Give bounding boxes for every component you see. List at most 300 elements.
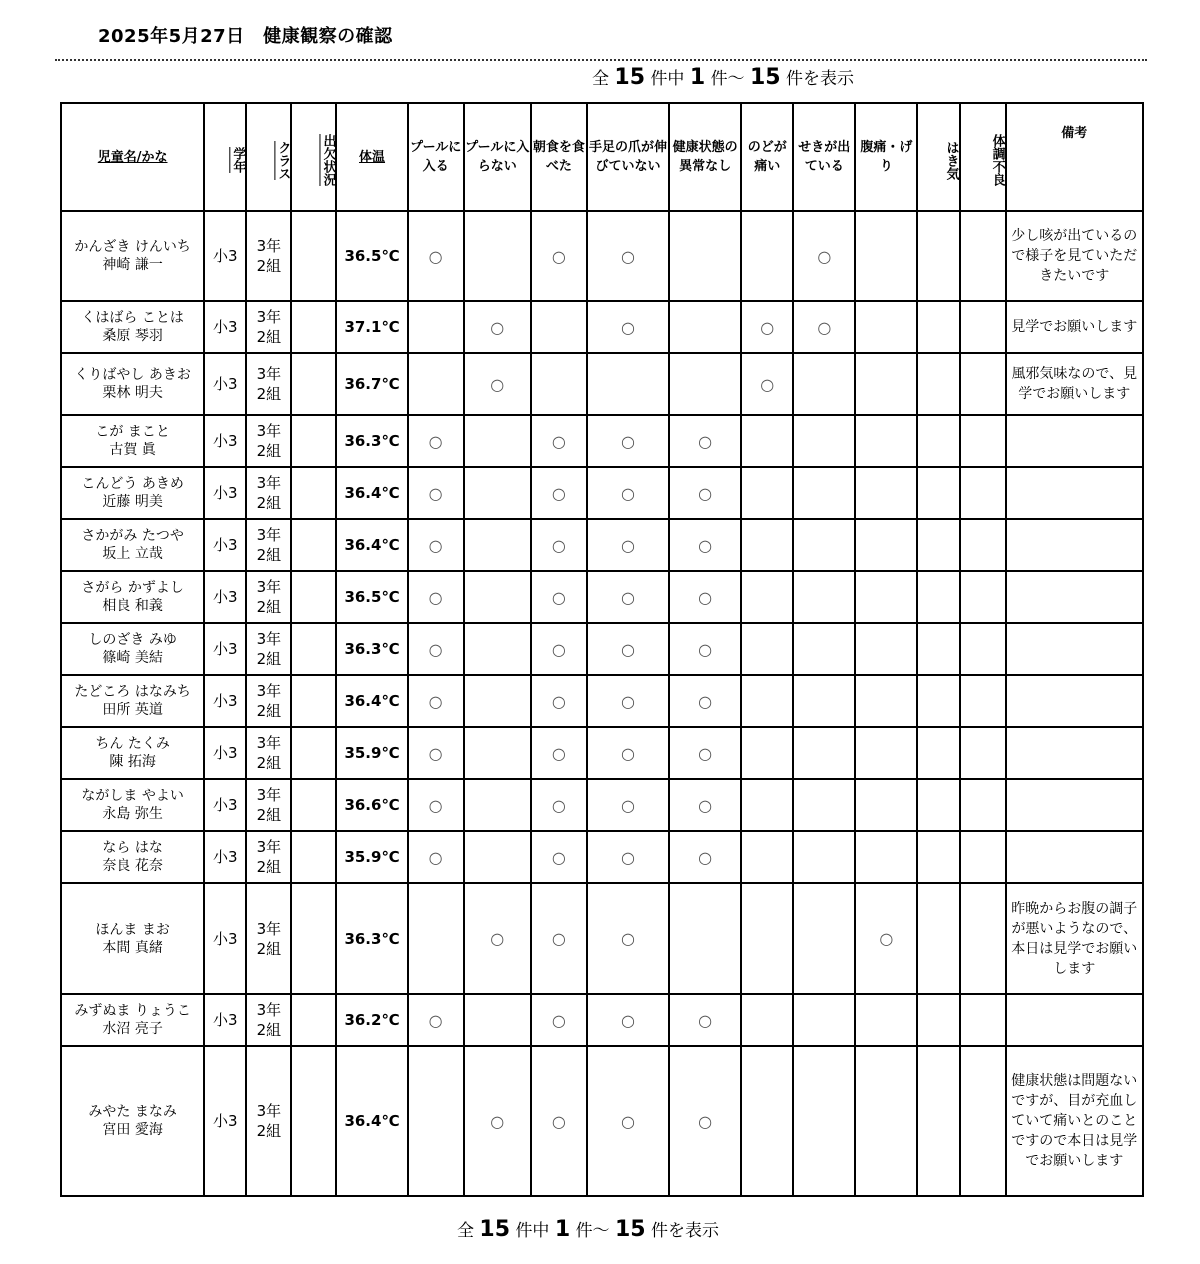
unwell-cell [960, 1046, 1006, 1196]
breakfast-cell [531, 727, 587, 779]
check-mark-icon: ○ [551, 929, 566, 948]
class-group: 2組 [256, 598, 282, 616]
temperature-cell: 36.4℃ [336, 519, 407, 571]
class-group: 2組 [256, 858, 282, 876]
temperature-cell: 36.2℃ [336, 994, 407, 1046]
student-name-cell [61, 623, 204, 675]
remarks-cell [1006, 353, 1143, 415]
check-mark-icon: ○ [620, 535, 635, 555]
check-mark-icon: ○ [428, 639, 443, 659]
student-name: 篠崎 美結 [102, 650, 163, 666]
check-mark-icon: ○ [698, 847, 713, 867]
student-kana: みやた まなみ [88, 1104, 177, 1120]
student-kana: なら はな [102, 840, 163, 856]
attendance-cell [291, 675, 336, 727]
nails-cell [587, 675, 669, 727]
student-kana: くはばら ことは [81, 310, 184, 326]
table-row [61, 467, 1143, 519]
student-name-cell [61, 353, 204, 415]
class-year: 3年 [256, 526, 282, 544]
breakfast-cell [531, 571, 587, 623]
counter-mid: 件中 [650, 69, 685, 89]
student-kana: みずぬま りょうこ [74, 1003, 191, 1019]
check-mark-icon: ○ [698, 795, 713, 815]
attendance-cell [291, 467, 336, 519]
class-cell [246, 415, 291, 467]
header-nausea: はき気 [917, 103, 959, 211]
breakfast-cell [531, 883, 587, 994]
temperature-cell: 36.6℃ [336, 779, 407, 831]
class-group: 2組 [256, 650, 282, 668]
grade-cell: 小3 [204, 571, 246, 623]
class-cell [246, 831, 291, 883]
class-group: 2組 [256, 494, 282, 512]
student-kana: さがら かずよし [81, 580, 184, 596]
student-kana: ほんま まお [95, 921, 170, 938]
cough-cell [793, 994, 855, 1046]
grade-cell: 小3 [204, 831, 246, 883]
throat-cell [741, 623, 793, 675]
header-breakfast: 朝食を食べた [531, 103, 587, 211]
stomach-cell [855, 994, 917, 1046]
attendance-cell [291, 1046, 336, 1196]
breakfast-cell [531, 1046, 587, 1196]
counter-sep: 件～ [575, 1221, 610, 1241]
check-mark-icon: ○ [620, 1010, 635, 1030]
class-year: 3年 [256, 734, 282, 752]
pool-in-cell [408, 353, 464, 415]
remark-text: 健康状態は問題ないですが、目が充血していて痛いとのことですので本日は見学でお願いします [1011, 1073, 1138, 1169]
grade-cell: 小3 [204, 1046, 246, 1196]
pool-in-cell [408, 779, 464, 831]
cough-cell [793, 301, 855, 353]
stomach-cell [855, 415, 917, 467]
student-name-cell [61, 467, 204, 519]
pool-out-cell [464, 353, 531, 415]
cough-cell [793, 1046, 855, 1196]
check-mark-icon: ○ [698, 535, 713, 555]
table-row [61, 675, 1143, 727]
nausea-cell [917, 415, 959, 467]
student-name: 相良 和義 [102, 598, 163, 614]
check-mark-icon: ○ [551, 1111, 566, 1131]
health-ok-cell [669, 1046, 741, 1196]
class-group: 2組 [256, 939, 282, 958]
class-year: 3年 [256, 422, 282, 440]
header-name[interactable]: 児童名/かな [61, 103, 204, 211]
nausea-cell [917, 883, 959, 994]
pool-out-cell [464, 831, 531, 883]
remarks-cell [1006, 779, 1143, 831]
table-row [61, 994, 1143, 1046]
stomach-cell [855, 779, 917, 831]
breakfast-cell [531, 675, 587, 727]
student-kana: ちん たくみ [95, 736, 170, 752]
unwell-cell [960, 623, 1006, 675]
nausea-cell [917, 994, 959, 1046]
check-mark-icon: ○ [428, 483, 443, 503]
stomach-cell [855, 623, 917, 675]
counter-mid: 件中 [515, 1221, 550, 1241]
unwell-cell [960, 831, 1006, 883]
check-mark-icon: ○ [620, 639, 635, 659]
nails-cell [587, 779, 669, 831]
check-mark-icon: ○ [817, 317, 832, 337]
remarks-cell [1006, 623, 1143, 675]
throat-cell [741, 301, 793, 353]
unwell-cell [960, 779, 1006, 831]
pool-in-cell [408, 994, 464, 1046]
cough-cell [793, 353, 855, 415]
pool-out-cell [464, 211, 531, 301]
student-name-cell [61, 831, 204, 883]
counter-to: 15 [614, 1217, 646, 1242]
check-mark-icon: ○ [620, 317, 635, 337]
throat-cell [741, 519, 793, 571]
class-year: 3年 [256, 1102, 282, 1120]
check-mark-icon: ○ [551, 587, 566, 607]
class-group: 2組 [256, 1021, 282, 1039]
student-name: 水沼 亮子 [102, 1021, 163, 1037]
health-ok-cell [669, 353, 741, 415]
check-mark-icon: ○ [428, 246, 443, 266]
check-mark-icon: ○ [698, 431, 713, 451]
remarks-cell [1006, 883, 1143, 994]
nausea-cell [917, 467, 959, 519]
student-name: 本間 真緒 [102, 939, 163, 956]
header-pool-out: プールに入らない [464, 103, 531, 211]
stomach-cell [855, 353, 917, 415]
cough-cell [793, 211, 855, 301]
remarks-cell [1006, 994, 1143, 1046]
throat-cell [741, 353, 793, 415]
check-mark-icon: ○ [698, 1111, 713, 1131]
student-kana: くりばやし あきお [74, 367, 191, 383]
class-cell [246, 994, 291, 1046]
class-cell [246, 883, 291, 994]
class-cell [246, 571, 291, 623]
header-grade[interactable]: 学年 [204, 103, 246, 211]
class-year: 3年 [256, 365, 282, 383]
student-name: 宮田 愛海 [102, 1122, 163, 1138]
unwell-cell [960, 415, 1006, 467]
nausea-cell [917, 519, 959, 571]
pool-out-cell [464, 727, 531, 779]
check-mark-icon: ○ [698, 691, 713, 711]
class-year: 3年 [256, 237, 282, 255]
class-group: 2組 [256, 754, 282, 772]
nausea-cell [917, 1046, 959, 1196]
table-row [61, 519, 1143, 571]
class-group: 2組 [256, 257, 282, 275]
pool-in-cell [408, 1046, 464, 1196]
dotted-divider [55, 59, 1147, 61]
pool-in-cell [408, 415, 464, 467]
pool-out-cell [464, 623, 531, 675]
student-name-cell [61, 301, 204, 353]
class-year: 3年 [256, 308, 282, 326]
nausea-cell [917, 571, 959, 623]
table-row [61, 1046, 1143, 1196]
breakfast-cell [531, 301, 587, 353]
throat-cell [741, 571, 793, 623]
remark-text: 風邪気味なので、見学でお願いします [1011, 366, 1138, 402]
header-remarks: 備考 [1006, 103, 1143, 211]
remark-text: 昨晩からお腹の調子が悪いようなので、本日は見学でお願いします [1011, 900, 1138, 977]
attendance-cell [291, 779, 336, 831]
class-group: 2組 [256, 1122, 282, 1140]
counter-from: 1 [554, 1217, 571, 1242]
class-group: 2組 [256, 546, 282, 564]
attendance-cell [291, 623, 336, 675]
unwell-cell [960, 994, 1006, 1046]
pool-in-cell [408, 571, 464, 623]
grade-cell: 小3 [204, 779, 246, 831]
student-kana: こが まこと [95, 424, 170, 440]
check-mark-icon: ○ [428, 1010, 443, 1030]
cough-cell [793, 571, 855, 623]
student-name-cell [61, 1046, 204, 1196]
grade-cell: 小3 [204, 301, 246, 353]
class-cell [246, 727, 291, 779]
page-title: 2025年5月27日 健康観察の確認 [98, 26, 393, 47]
cough-cell [793, 779, 855, 831]
remarks-cell [1006, 519, 1143, 571]
student-name: 田所 英道 [102, 702, 163, 718]
class-group: 2組 [256, 702, 282, 720]
pool-out-cell [464, 675, 531, 727]
throat-cell [741, 779, 793, 831]
pool-out-cell [464, 467, 531, 519]
counter-total: 15 [479, 1217, 511, 1242]
nails-cell [587, 301, 669, 353]
unwell-cell [960, 353, 1006, 415]
unwell-cell [960, 467, 1006, 519]
check-mark-icon: ○ [817, 246, 832, 266]
pool-out-cell [464, 571, 531, 623]
unwell-cell [960, 727, 1006, 779]
health-ok-cell [669, 831, 741, 883]
counter-total: 15 [614, 65, 646, 90]
student-kana: しのざき みゆ [88, 632, 177, 648]
class-year: 3年 [256, 786, 282, 804]
stomach-cell [855, 571, 917, 623]
check-mark-icon: ○ [879, 929, 894, 948]
check-mark-icon: ○ [760, 374, 775, 394]
attendance-cell [291, 353, 336, 415]
unwell-cell [960, 675, 1006, 727]
grade-cell: 小3 [204, 467, 246, 519]
throat-cell [741, 994, 793, 1046]
class-cell [246, 779, 291, 831]
student-kana: さかがみ たつや [81, 528, 184, 544]
throat-cell [741, 1046, 793, 1196]
student-name: 古賀 眞 [109, 442, 156, 458]
student-name-cell [61, 415, 204, 467]
health-ok-cell [669, 415, 741, 467]
temperature-cell: 36.3℃ [336, 415, 407, 467]
nails-cell [587, 727, 669, 779]
temperature-cell: 36.4℃ [336, 467, 407, 519]
class-group: 2組 [256, 806, 282, 824]
attendance-cell [291, 727, 336, 779]
check-mark-icon: ○ [620, 246, 635, 266]
remarks-cell [1006, 301, 1143, 353]
check-mark-icon: ○ [428, 535, 443, 555]
record-counter-bottom [457, 1216, 719, 1242]
class-cell [246, 211, 291, 301]
stomach-cell [855, 301, 917, 353]
check-mark-icon: ○ [698, 639, 713, 659]
check-mark-icon: ○ [428, 587, 443, 607]
class-cell [246, 467, 291, 519]
nausea-cell [917, 779, 959, 831]
grade-cell: 小3 [204, 883, 246, 994]
breakfast-cell [531, 994, 587, 1046]
unwell-cell [960, 301, 1006, 353]
pool-out-cell [464, 994, 531, 1046]
header-class[interactable]: クラス [246, 103, 291, 211]
check-mark-icon: ○ [428, 847, 443, 867]
header-pool-in: プールに入る [408, 103, 464, 211]
table-row [61, 779, 1143, 831]
breakfast-cell [531, 779, 587, 831]
stomach-cell [855, 1046, 917, 1196]
class-year: 3年 [256, 630, 282, 648]
remarks-cell [1006, 415, 1143, 467]
pool-out-cell [464, 415, 531, 467]
class-group: 2組 [256, 328, 282, 346]
check-mark-icon: ○ [428, 743, 443, 763]
header-nails: 手足の爪が伸びていない [587, 103, 669, 211]
nails-cell [587, 883, 669, 994]
header-cough: せきが出ている [793, 103, 855, 211]
student-name: 桑原 琴羽 [102, 328, 163, 344]
health-ok-cell [669, 467, 741, 519]
header-attendance[interactable]: 出欠状況 [291, 103, 336, 211]
remarks-cell [1006, 211, 1143, 301]
cough-cell [793, 415, 855, 467]
nausea-cell [917, 301, 959, 353]
table-row [61, 301, 1143, 353]
temperature-cell: 35.9℃ [336, 727, 407, 779]
grade-cell: 小3 [204, 623, 246, 675]
pool-in-cell [408, 623, 464, 675]
unwell-cell [960, 519, 1006, 571]
health-ok-cell [669, 301, 741, 353]
stomach-cell [855, 519, 917, 571]
table-row [61, 353, 1143, 415]
grade-cell: 小3 [204, 211, 246, 301]
temperature-cell: 36.5℃ [336, 571, 407, 623]
counter-from: 1 [689, 65, 706, 90]
nausea-cell [917, 831, 959, 883]
counter-prefix: 全 [457, 1221, 474, 1241]
table-row [61, 883, 1143, 994]
health-observation-table [60, 102, 1144, 1197]
class-year: 3年 [256, 578, 282, 596]
health-ok-cell [669, 779, 741, 831]
header-temperature[interactable]: 体温 [336, 103, 407, 211]
temperature-cell: 35.9℃ [336, 831, 407, 883]
health-ok-cell [669, 623, 741, 675]
nails-cell [587, 623, 669, 675]
remark-text: 見学でお願いします [1011, 319, 1138, 335]
class-year: 3年 [256, 474, 282, 492]
pool-in-cell [408, 675, 464, 727]
attendance-cell [291, 994, 336, 1046]
check-mark-icon: ○ [698, 483, 713, 503]
breakfast-cell [531, 211, 587, 301]
class-year: 3年 [256, 1001, 282, 1019]
nausea-cell [917, 675, 959, 727]
check-mark-icon: ○ [551, 847, 566, 867]
check-mark-icon: ○ [698, 1010, 713, 1030]
health-ok-cell [669, 883, 741, 994]
breakfast-cell [531, 831, 587, 883]
class-cell [246, 623, 291, 675]
student-name-cell [61, 727, 204, 779]
health-ok-cell [669, 519, 741, 571]
breakfast-cell [531, 623, 587, 675]
remarks-cell [1006, 831, 1143, 883]
header-throat: のどが痛い [741, 103, 793, 211]
stomach-cell [855, 467, 917, 519]
nails-cell [587, 994, 669, 1046]
check-mark-icon: ○ [551, 795, 566, 815]
grade-cell: 小3 [204, 675, 246, 727]
health-ok-cell [669, 571, 741, 623]
throat-cell [741, 211, 793, 301]
cough-cell [793, 623, 855, 675]
grade-cell: 小3 [204, 994, 246, 1046]
check-mark-icon: ○ [620, 431, 635, 451]
nails-cell [587, 831, 669, 883]
header-health-ok: 健康状態の異常なし [669, 103, 741, 211]
student-name: 近藤 明美 [102, 494, 163, 510]
pool-in-cell [408, 727, 464, 779]
attendance-cell [291, 883, 336, 994]
health-ok-cell [669, 675, 741, 727]
breakfast-cell [531, 353, 587, 415]
pool-in-cell [408, 301, 464, 353]
pool-in-cell [408, 831, 464, 883]
student-name: 栗林 明夫 [102, 385, 163, 401]
cough-cell [793, 519, 855, 571]
attendance-cell [291, 301, 336, 353]
cough-cell [793, 727, 855, 779]
student-name: 神崎 謙一 [102, 257, 163, 273]
temperature-cell: 36.7℃ [336, 353, 407, 415]
stomach-cell [855, 675, 917, 727]
class-year: 3年 [256, 919, 282, 938]
check-mark-icon: ○ [490, 1111, 505, 1131]
header-unwell: 体調不良 [960, 103, 1006, 211]
student-kana: かんざき けんいち [74, 239, 191, 255]
temperature-cell: 36.4℃ [336, 1046, 407, 1196]
nausea-cell [917, 211, 959, 301]
nails-cell [587, 211, 669, 301]
pool-out-cell [464, 779, 531, 831]
grade-cell: 小3 [204, 519, 246, 571]
remarks-cell [1006, 1046, 1143, 1196]
check-mark-icon: ○ [490, 374, 505, 394]
cough-cell [793, 467, 855, 519]
cough-cell [793, 883, 855, 994]
counter-suffix: 件を表示 [651, 1221, 719, 1241]
check-mark-icon: ○ [620, 587, 635, 607]
unwell-cell [960, 883, 1006, 994]
